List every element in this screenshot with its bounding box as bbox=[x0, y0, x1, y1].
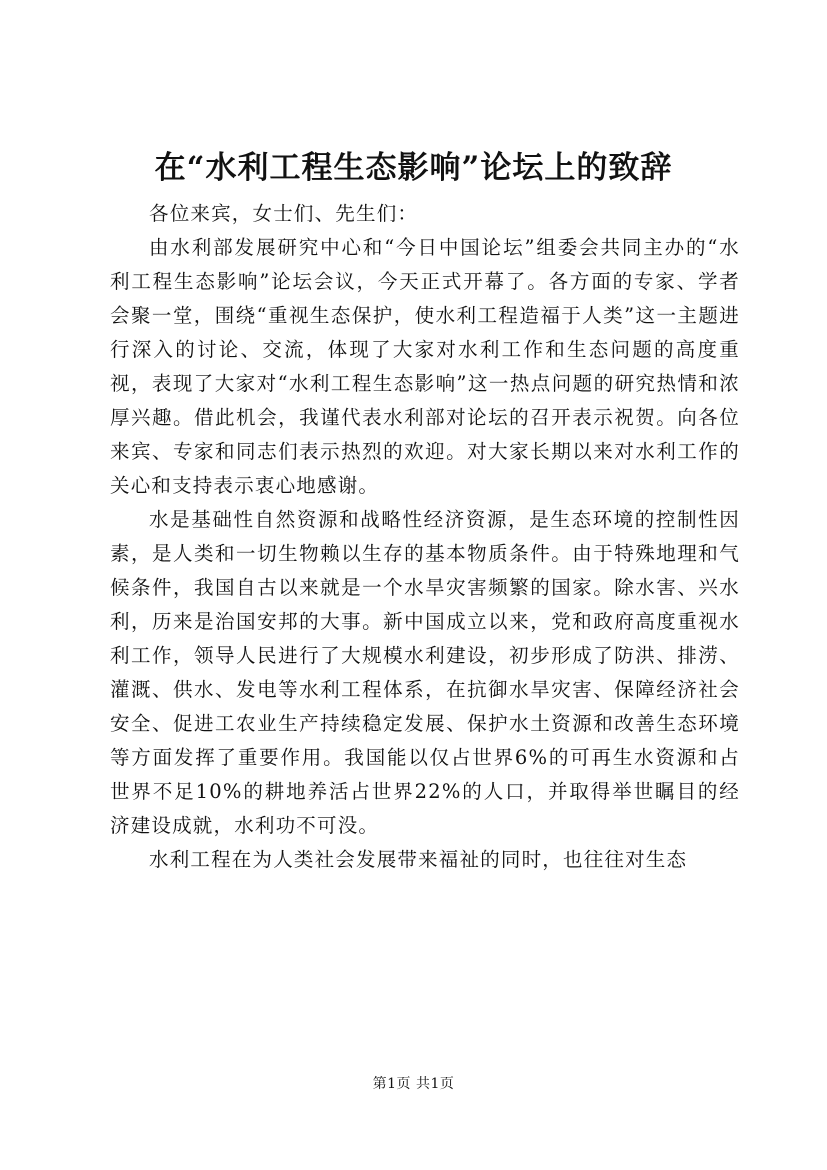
document-title: 在“水利工程生态影响”论坛上的致辞 bbox=[154, 150, 673, 186]
salutation: 各位来宾，女士们、先生们： bbox=[149, 202, 419, 225]
paragraph: 水利工程在为人类社会发展带来福祉的同时，也往往对生态 bbox=[149, 848, 688, 871]
paragraph: 水是基础性自然资源和战略性经济资源，是生态环境的控制性因素，是人类和一切生物赖以生存的基本物质条件。由于特殊地理和气候条件，我国自古以来就是一个水旱灾害频繁的国家。除水害、兴水利，历来是治国安邦的大事。新中国成立以来，党和政府高度重视水利工作，领导人民进行了大规模水利建设，初步形成了防洪、排涝、灌溉、供水、发电等水利工程体系，在抗御水旱灾害、保障经济社会安全、促进工农业生产持续稳定发展、保护水土资源和改善生态环境等方面发挥了重要作用。我国能以仅占世界6%的可再生水资源和占世界不足10%的耕地养活占世界22%的人口，并取得举世瞩目的经济建设成就，水利功不可没。 bbox=[110, 508, 740, 837]
page-footer: 第1页 共1页 bbox=[372, 1076, 455, 1092]
paragraph: 由水利部发展研究中心和“今日中国论坛”组委会共同主办的“水利工程生态影响”论坛会议，今天正式开幕了。各方面的专家、学者会聚一堂，围绕“重视生态保护，使水利工程造福于人类”这一主题进行深入的讨论、交流，体现了大家对水利工作和生态问题的高度重视，表现了大家对“水利工程生态影响”这一热点问题的研究热情和浓厚兴趣。借此机会，我谨代表水利部对论坛的召开表示祝贺。向各位来宾、专家和同志们表示热烈的欢迎。对大家长期以来对水利工作的关心和支持表示衷心地感谢。 bbox=[110, 236, 740, 497]
document-body bbox=[110, 197, 740, 877]
